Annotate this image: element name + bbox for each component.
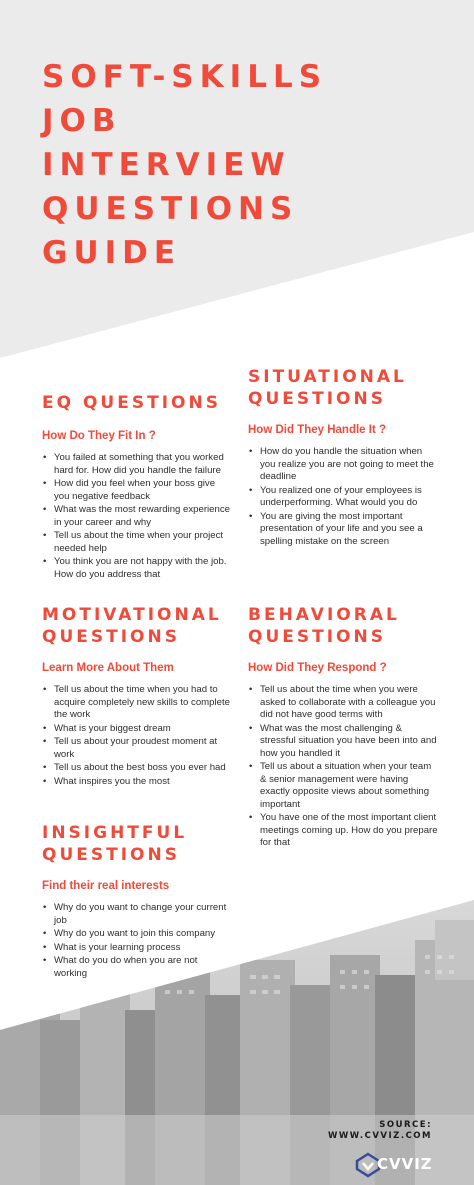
list-item: • Tell us about the best boss you ever had (54, 762, 232, 775)
list-item: • Tell us about your proudest moment at work (54, 736, 232, 761)
question-list (248, 446, 438, 548)
section-title-line: BEHAVIORAL (248, 605, 400, 625)
section-eq-questions (42, 392, 232, 582)
section-subtitle: How Do They Fit In ? (42, 430, 156, 442)
list-item: • What was the most challenging & stressful situation you have been into and how you handled it (260, 723, 438, 761)
title-line: INTERVIEW (42, 147, 291, 183)
section-subtitle: Find their real interests (42, 880, 170, 892)
list-item: • How do you handle the situation when you realize you are not going to meet the deadline (260, 446, 438, 484)
list-item: • You think you are not happy with the job. How do you address that (54, 556, 232, 581)
list-item: • You failed at something that you worked hard for. How did you handle the failure (54, 452, 232, 477)
section-title-line: EQ QUESTIONS (42, 393, 221, 413)
section-insightful-questions (42, 822, 232, 981)
section-title-line: SITUATIONAL (248, 367, 407, 387)
section-title-line: INSIGHTFUL (42, 823, 188, 843)
list-item: • Tell us about the time when your project needed help (54, 530, 232, 555)
section-title-line: QUESTIONS (248, 389, 386, 409)
section-title (248, 366, 438, 410)
source-url[interactable]: WWW.CVVIZ.COM (327, 1131, 432, 1141)
section-title-line: QUESTIONS (248, 627, 386, 647)
section-subtitle: How Did They Handle It ? (248, 424, 387, 436)
question-list (248, 684, 438, 850)
section-subtitle: Learn More About Them (42, 662, 174, 674)
list-item: • You realized one of your employees is underperforming. What would you do (260, 485, 438, 510)
page-title (42, 55, 327, 275)
title-line: SOFT-SKILLS (42, 59, 328, 95)
title-line: GUIDE (42, 235, 182, 271)
section-title (42, 392, 232, 414)
source-label: SOURCE: (379, 1120, 432, 1130)
section-subtitle: How Did They Respond ? (248, 662, 387, 674)
cvviz-logo (355, 1152, 435, 1178)
section-behavioral-questions (248, 604, 438, 851)
list-item: • Why do you want to join this company (54, 928, 232, 941)
list-item: • How did you feel when your boss give you negative feedback (54, 478, 232, 503)
list-item: • Why do you want to change your current job (54, 902, 232, 927)
list-item: • Tell us about a situation when your team & senior management were having exactly opposite views about something important (260, 761, 438, 811)
list-item: • What do you do when you are not working (54, 955, 232, 980)
question-list (42, 452, 232, 581)
list-item: • You have one of the most important client meetings coming up. How do you prepare for that (260, 812, 438, 850)
question-list (42, 684, 232, 788)
list-item: • Tell us about the time when you were asked to collaborate with a colleague you did not have good terms with (260, 684, 438, 722)
section-title (42, 604, 232, 648)
section-situational-questions (248, 366, 438, 549)
section-title-line: QUESTIONS (42, 627, 180, 647)
section-motivational-questions (42, 604, 232, 789)
list-item: • What was the most rewarding experience in your career and why (54, 504, 232, 529)
section-title (248, 604, 438, 648)
list-item: • You are giving the most important presentation of your life and you see a spelling mistake on the screen (260, 511, 438, 549)
title-line: JOB (42, 103, 122, 139)
question-list (42, 902, 232, 980)
logo-text: CVVIZ (377, 1155, 433, 1173)
source-credit (328, 1120, 432, 1142)
list-item: • What inspires you the most (54, 776, 232, 789)
title-line: QUESTIONS (42, 191, 299, 227)
section-title-line: QUESTIONS (42, 845, 180, 865)
section-title-line: MOTIVATIONAL (42, 605, 222, 625)
list-item: • Tell us about the time when you had to acquire completely new skills to complete the work (54, 684, 232, 722)
list-item: • What is your learning process (54, 942, 232, 955)
section-title (42, 822, 232, 866)
list-item: • What is your biggest dream (54, 723, 232, 736)
